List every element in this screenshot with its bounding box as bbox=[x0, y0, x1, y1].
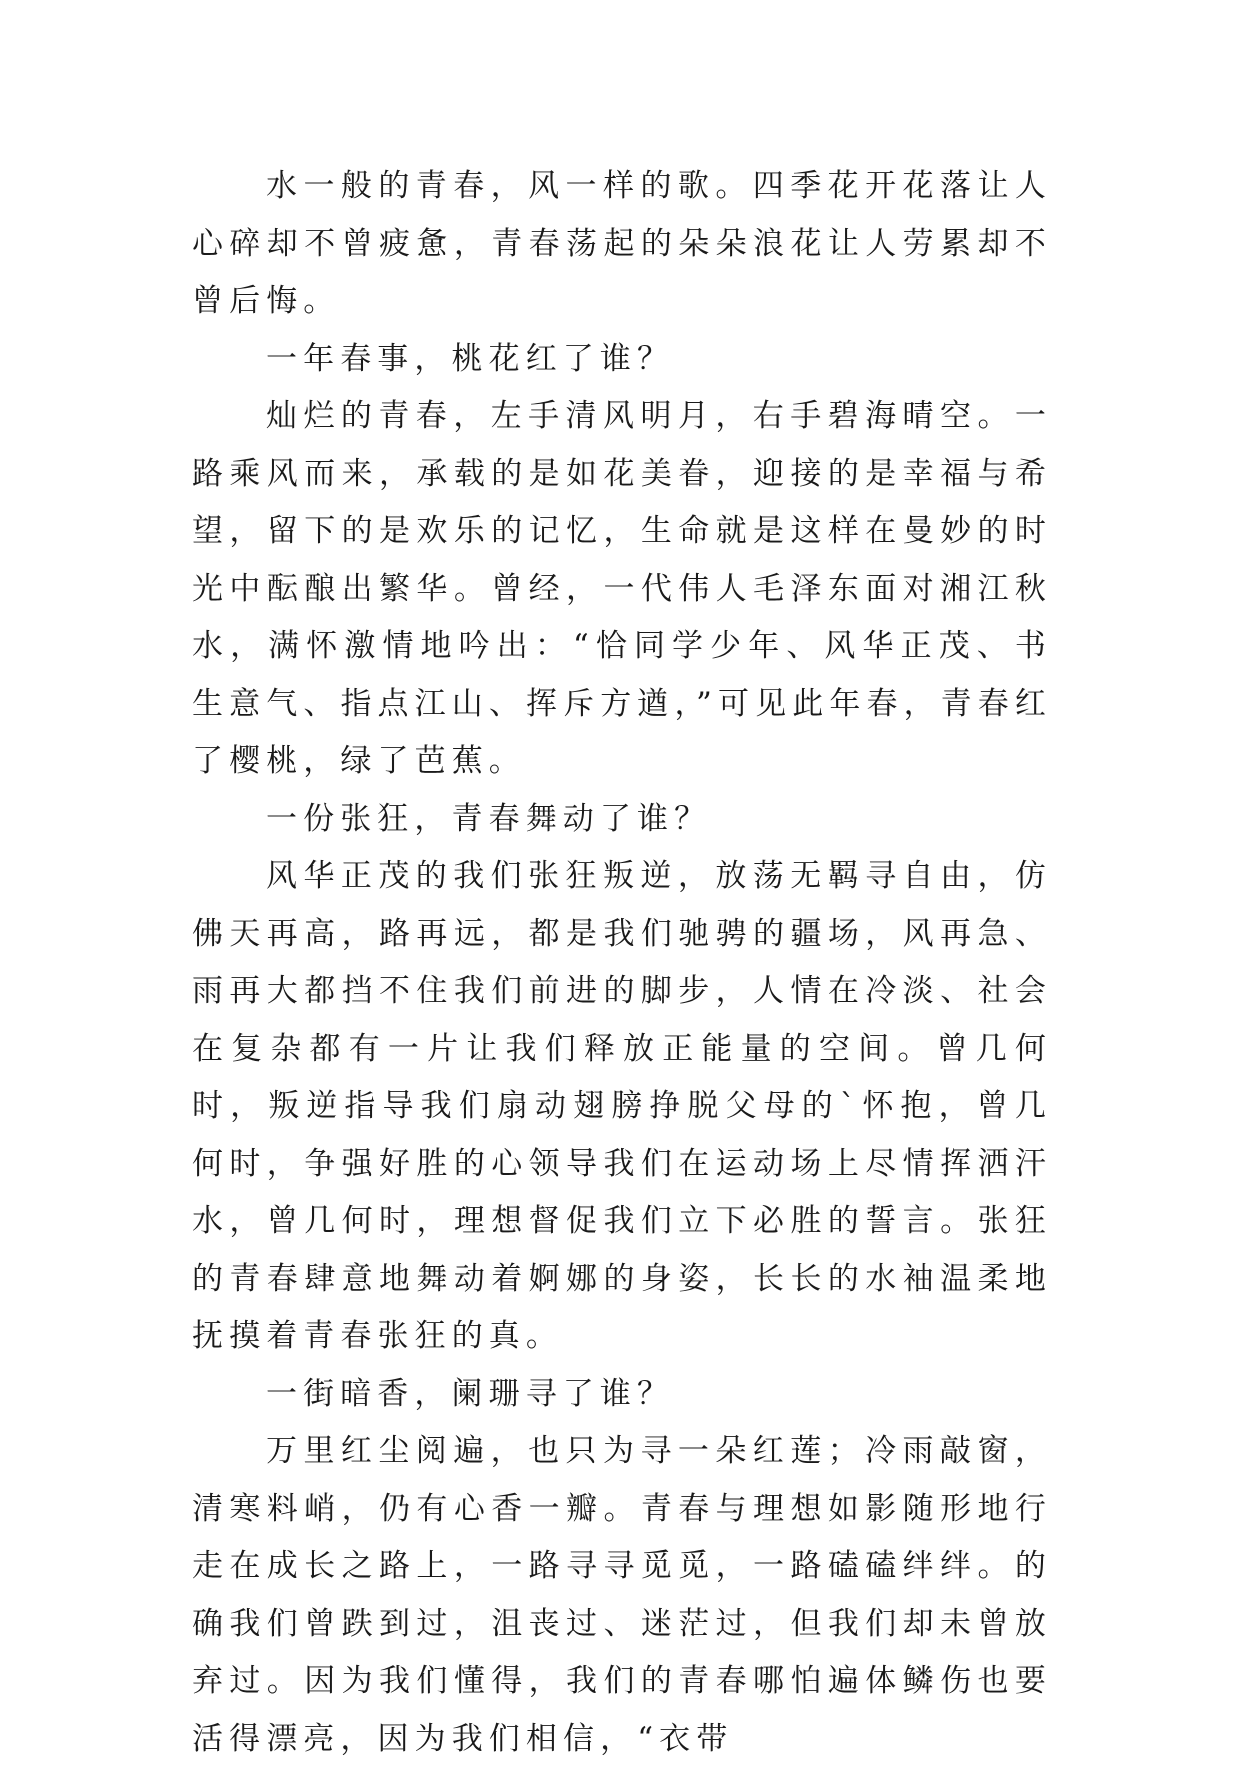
paragraph: 水一般的青春，风一样的歌。四季花开花落让人心碎却不曾疲惫，青春荡起的朵朵浪花让人劳累却不曾后悔。 bbox=[192, 168, 1052, 319]
paragraph: 灿烂的青春，左手清风明月，右手碧海晴空。一路乘风而来，承载的是如花美眷，迎接的是幸福与希望，留下的是欢乐的记忆，生命就是这样在曼妙的时光中酝酿出繁华。曾经，一代伟人毛泽东面对湘江秋水，满怀激情地吟出：“恰同学少年、风华正茂、书生意气、指点江山、挥斥方遒，”可见此年春，青春红了樱桃，绿了芭蕉。 bbox=[192, 398, 1052, 779]
section-heading: 一街暗香，阑珊寻了谁？ bbox=[266, 1375, 675, 1412]
section-heading: 一年春事，桃花红了谁？ bbox=[266, 340, 675, 377]
section-heading: 一份张狂，青春舞动了谁？ bbox=[266, 800, 712, 837]
document-body bbox=[192, 158, 1052, 1768]
paragraph: 风华正茂的我们张狂叛逆，放荡无羁寻自由，仿佛天再高，路再远，都是我们驰骋的疆场，风再急、雨再大都挡不住我们前进的脚步，人情在冷淡、社会在复杂都有一片让我们释放正能量的空间。曾几何时，叛逆指导我们扇动翅膀挣脱父母的`怀抱，曾几何时，争强好胜的心领导我们在运动场上尽情挥洒汗水，曾几何时，理想督促我们立下必胜的誓言。张狂的青春肆意地舞动着婀娜的身姿，长长的水袖温柔地抚摸着青春张狂的真。 bbox=[192, 858, 1052, 1354]
paragraph: 万里红尘阅遍，也只为寻一朵红莲；冷雨敲窗，清寒料峭，仍有心香一瓣。青春与理想如影随形地行走在成长之路上，一路寻寻觅觅，一路磕磕绊绊。的确我们曾跌到过，沮丧过、迷茫过，但我们却未曾放弃过。因为我们懂得，我们的青春哪怕遍体鳞伤也要活得漂亮，因为我们相信，“衣带 bbox=[192, 1433, 1052, 1757]
